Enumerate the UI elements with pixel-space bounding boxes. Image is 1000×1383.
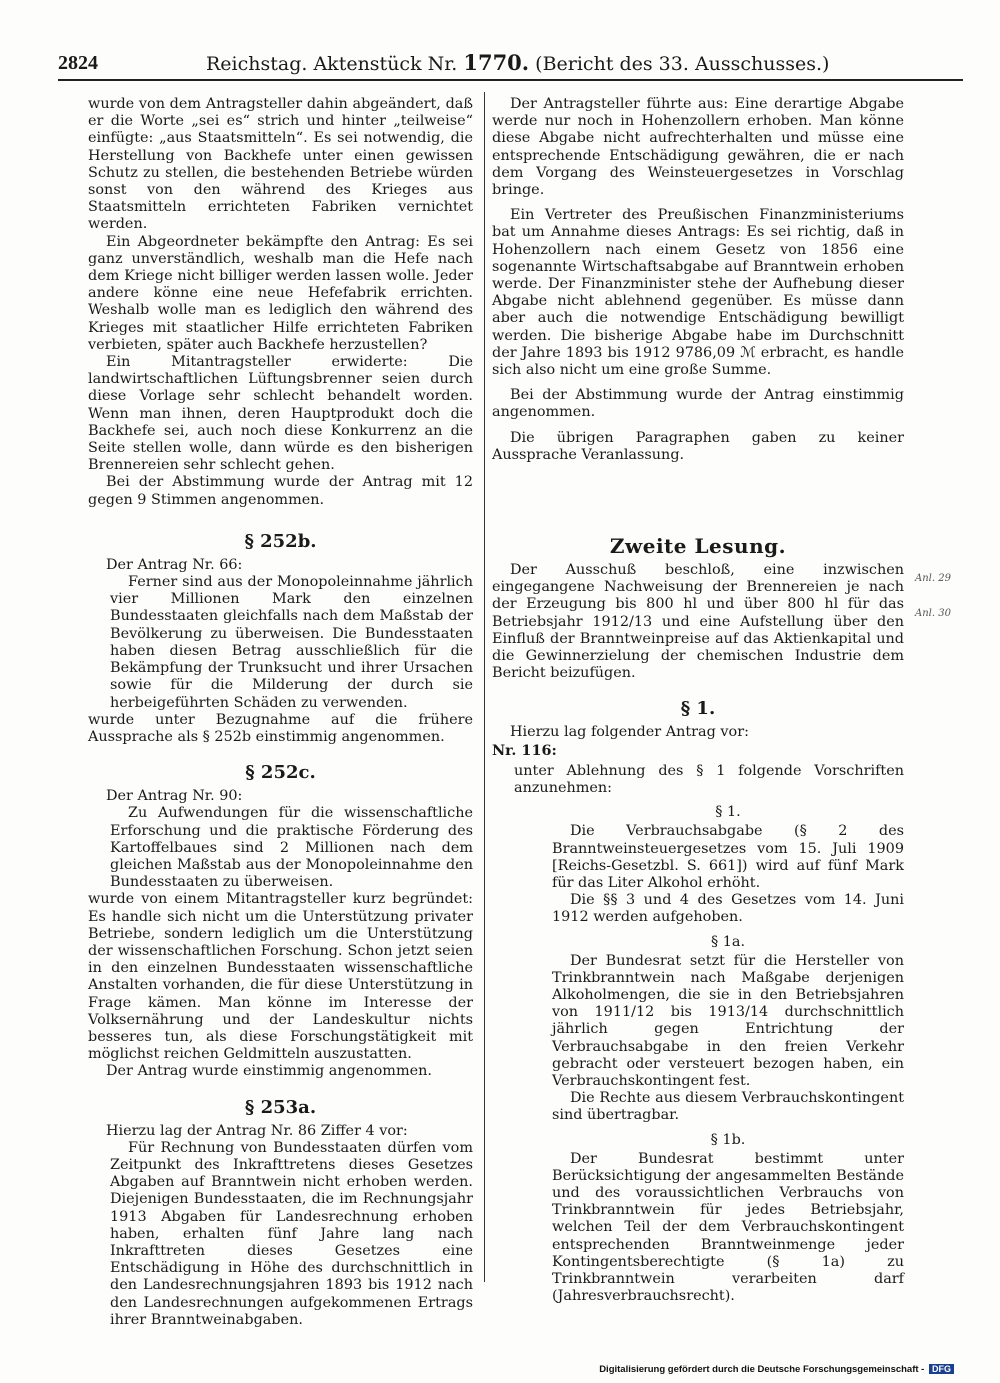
subsection-heading: § 1.	[715, 804, 741, 821]
paragraph: Der Ausschuß beschloß, eine inzwischen eingegangene Nachweisung der Brennereien je nach der Erzeugung bis 800 hl und über 800 hl für das Betriebsjahr 1912/13 und eine Aufstellung über den Einfluß der Branntweinpreise auf das Aktienkapital und die Gewinnerzielung der chemischen Industrie dem Bericht beizufügen.	[492, 562, 904, 682]
title-prefix: Reichstag. Aktenstück Nr.	[206, 53, 458, 75]
paragraph: Bei der Abstimmung wurde der Antrag mit 12 gegen 9 Stimmen angenommen.	[88, 474, 473, 508]
margin-note: Anl. 29	[915, 573, 951, 584]
right-column	[492, 96, 904, 1305]
paragraph: wurde unter Bezugnahme auf die frühere Aussprache als § 252b einstimmig angenommen.	[88, 711, 473, 745]
page-header	[58, 50, 948, 76]
header-rule	[58, 79, 963, 81]
footer-credit	[599, 1364, 954, 1375]
reading-heading: Zweite Lesung.	[609, 534, 787, 559]
section-heading: § 1.	[680, 698, 716, 720]
section-heading: § 252c.	[245, 762, 316, 784]
paragraph: Der Bundesrat bestimmt unter Berücksichtigung der angesammelten Bestände und des voraussichtlichen Verbrauchs von Trinkbranntwein für jedes Betriebsjahr, welchen Teil der dem Verbrauchskontingent entsprechenden Branntweinmenge jeder Kontingentsberechtigte (§ 1a) zu Trinkbranntwein verarbeiten darf (Jahresverbrauchsrecht).	[552, 1150, 904, 1305]
page-number: 2824	[58, 52, 98, 74]
document-number: 1770.	[463, 50, 530, 75]
motion-number: Nr. 116:	[492, 741, 557, 759]
paragraph: Die §§ 3 und 4 des Gesetzes vom 14. Juni 1912 werden aufgehoben.	[552, 892, 904, 926]
section-heading: § 253a.	[244, 1096, 317, 1118]
paragraph: wurde von dem Antragsteller dahin abgeändert, daß er die Worte „sei es“ strich und hinter „teilweise“ einfügte: „aus Staatsmitteln“. Es sei notwendig, die Herstellung von Backhefe unter einen gewissen Schutz zu stellen, die bestehenden Betriebe würden sonst von den während des Krieges aus Staatsmitteln errichteten Fabriken vernichtet werden.	[88, 96, 473, 233]
section-heading: § 252b.	[244, 530, 317, 552]
paragraph: Die Verbrauchsabgabe (§ 2 des Branntweinsteuergesetzes vom 15. Juli 1909 [Reichs-Gesetzbl. S. 661]) wird auf fünf Mark für das Liter Alkohol erhöht.	[552, 823, 904, 891]
paragraph: Der Antrag wurde einstimmig angenommen.	[106, 1063, 432, 1080]
paragraph: Ein Vertreter des Preußischen Finanzministeriums bat um Annahme dieses Antrags: Es sei richtig, daß in Hohenzollern nach einem Gesetz von 1856 eine sogenannte Wirtschaftsabgabe auf Branntwein erhoben werde. Der Finanzminister stehe der Aufhebung dieser Abgabe nicht ablehnend gegenüber. Es müsse dann aber auch die notwendige Entschädigung bewilligt werden. Die bisherige Abgabe habe im Durchschnitt der Jahre 1893 bis 1912 9786,09 ℳ erbracht, es handle sich also nicht um eine große Summe.	[492, 207, 904, 379]
margin-note: Anl. 30	[915, 608, 951, 619]
motion-intro: Hierzu lag folgender Antrag vor:	[510, 724, 749, 741]
motion-text: Für Rechnung von Bundesstaaten dürfen vom Zeitpunkt des Inkrafttretens dieses Gesetzes Abgaben auf Branntwein nicht erhoben werden. Diejenigen Bundesstaaten, die im Rechnungsjahr 1913 Abgaben für Landesrechnung erhoben haben, erhalten fünf Jahre lang nach Inkrafttreten dieses Gesetzes eine Entschädigung in Höhe des durchschnittlich in den Landesrechnungsjahren 1893 bis 1912 nach den Landesrechnungen aufgekommenen Ertrags ihrer Branntweinabgaben.	[110, 1139, 473, 1328]
column-divider	[484, 92, 485, 1282]
motion-intro: Der Antrag Nr. 90:	[106, 788, 243, 805]
motion-intro: Der Antrag Nr. 66:	[106, 556, 243, 573]
dfg-logo: DFG	[929, 1364, 954, 1374]
paragraph: Die übrigen Paragraphen gaben zu keiner Aussprache Veranlassung.	[492, 429, 904, 463]
paragraph: Der Bundesrat setzt für die Hersteller von Trinkbranntwein nach Maßgabe derjenigen Alkoholmengen, die sie in den Betriebsjahren von 1911/12 bis 1913/14 durchschnittlich jährlich gegen Entrichtung der Verbrauchsabgabe in den freien Verkehr gebracht oder versteuert bezogen haben, ein Verbrauchskontingent fest.	[552, 952, 904, 1089]
paragraph: Ein Mitantragsteller erwiderte: Die landwirtschaftlichen Lüftungsbrenner seien durch diese Vorlage sehr schlecht behandelt worden. Wenn man ihnen, deren Hauptprodukt doch die Backhefe sei, auch noch diese Konkurrenz an die Seite stellen wolle, dann würde es den bisherigen Brennereien sehr schlecht gehen.	[88, 354, 473, 474]
paragraph: Die Rechte aus diesem Verbrauchskontingent sind übertragbar.	[552, 1090, 904, 1124]
paragraph: Ein Abgeordneter bekämpfte den Antrag: Es sei ganz unverständlich, weshalb man die Hefe nach dem Kriege nicht billiger werden lassen wolle. Jeder andere könne eine neue Hefefabrik errichten. Weshalb wolle man es lediglich den während des Krieges mit staatlicher Hilfe errichteten Fabriken verbieten, später auch Backhefe herzustellen?	[88, 233, 473, 353]
subsection-heading: § 1a.	[710, 933, 746, 950]
paragraph: Der Antragsteller führte aus: Eine derartige Abgabe werde nur noch in Hohenzollern erhoben. Man könne diese Abgabe nicht aufrechterhalten und müsse eine entsprechende Entschädigung gewähren, die er nach dem Vorgang des Weinsteuergesetzes in Vorschlag bringe.	[492, 96, 904, 199]
motion-intro: Hierzu lag der Antrag Nr. 86 Ziffer 4 vor:	[106, 1122, 408, 1139]
motion-text: Zu Aufwendungen für die wissenschaftliche Erforschung und die praktische Förderung des Kartoffelbaues sind 2 Millionen nach dem gleichen Maßstab aus der Monopoleinnahme den Bundesstaaten zu überweisen.	[110, 805, 473, 891]
motion-text: unter Ablehnung des § 1 folgende Vorschriften anzunehmen:	[514, 762, 904, 797]
paragraph: wurde von einem Mitantragsteller kurz begründet: Es handle sich nicht um die Unterstützung privater Betriebe, sondern lediglich um die Unterstützung der wissenschaftlichen Forschung. Schon jetzt seien in den einzelnen Bundesstaaten wissenschaftliche Anstalten vorhanden, die für diese Unterstützung in Frage kämen. Man könne im Interesse der Volksernährung und der Landeskultur nichts besseres tun, als diese Forschungstätigkeit mit möglichst reichen Geldmitteln auszustatten.	[88, 891, 473, 1063]
title-suffix: (Bericht des 33. Ausschusses.)	[535, 53, 830, 75]
left-column	[88, 96, 473, 1329]
motion-text: Ferner sind aus der Monopoleinnahme jährlich vier Millionen Mark den einzelnen Bundesstaaten gleichfalls nach dem Maßstab der Bevölkerung zu überweisen. Die Bundesstaaten haben diesen Betrag ausschließlich für die Bekämpfung der Trunksucht und ihrer Ursachen sowie für die Milderung der durch sie herbeigeführten Schäden zu verwenden.	[110, 574, 473, 711]
subsection-heading: § 1b.	[710, 1131, 746, 1148]
paragraph: Bei der Abstimmung wurde der Antrag einstimmig angenommen.	[492, 387, 904, 421]
footer-text: Digitalisierung gefördert durch die Deutsche Forschungsgemeinschaft -	[599, 1364, 925, 1375]
running-title	[206, 50, 829, 77]
